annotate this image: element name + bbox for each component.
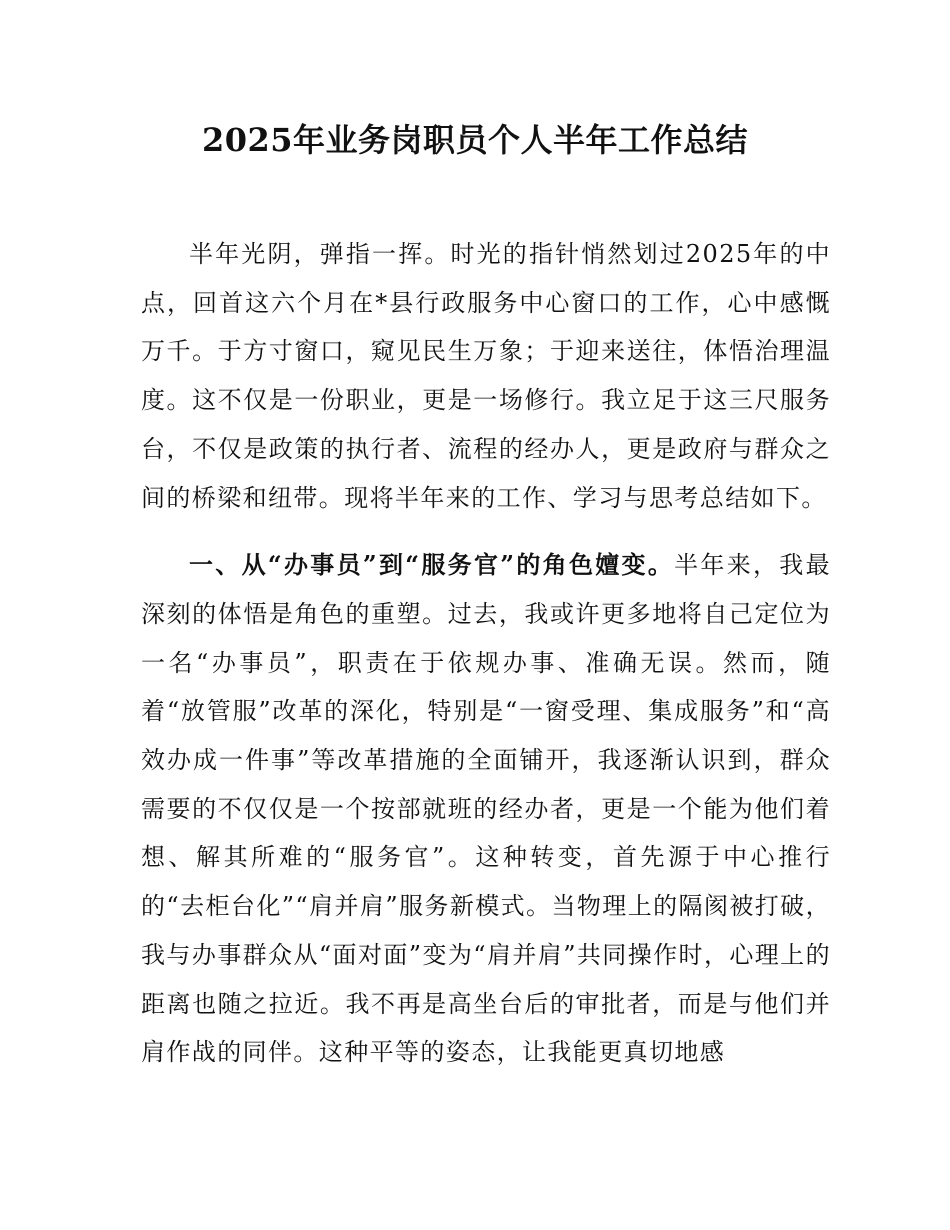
document-title: 2025年业务岗职员个人半年工作总结 [201, 121, 749, 159]
document-body [141, 230, 831, 1077]
section-one-paragraph [141, 541, 831, 1077]
section-one-heading: 一、从“办事员”到“服务官”的角色嬗变。 [189, 550, 675, 580]
section-one-text: 半年来，我最深刻的体悟是角色的重塑。过去，我或许更多地将自己定位为一名“办事员”，职责在于依规办事、准确无误。然而，随着“放管服”改革的深化，特别是“一窗受理、集成服务”和“高效办成一件事”等改革措施的全面铺开，我逐渐认识到，群众需要的不仅仅是一个按部就班的经办者，更是一个能为他们着想、解其所难的“服务官”。这种转变，首先源于中心推行的“去柜台化”“肩并肩”服务新模式。当物理上的隔阂被打破，我与办事群众从“面对面”变为“肩并肩”共同操作时，心理上的距离也随之拉近。我不再是高坐台后的审批者，而是与他们并肩作战的同伴。这种平等的姿态，让我能更真切地感 [141, 551, 831, 1067]
intro-paragraph: 半年光阴，弹指一挥。时光的指针悄然划过2025年的中点，回首这六个月在*县行政服务中心窗口的工作，心中感慨万千。于方寸窗口，窥见民生万象；于迎来送往，体悟治理温度。这不仅是一份职业，更是一场修行。我立足于这三尺服务台，不仅是政策的执行者、流程的经办人，更是政府与群众之间的桥梁和纽带。现将半年来的工作、学习与思考总结如下。 [141, 240, 831, 512]
